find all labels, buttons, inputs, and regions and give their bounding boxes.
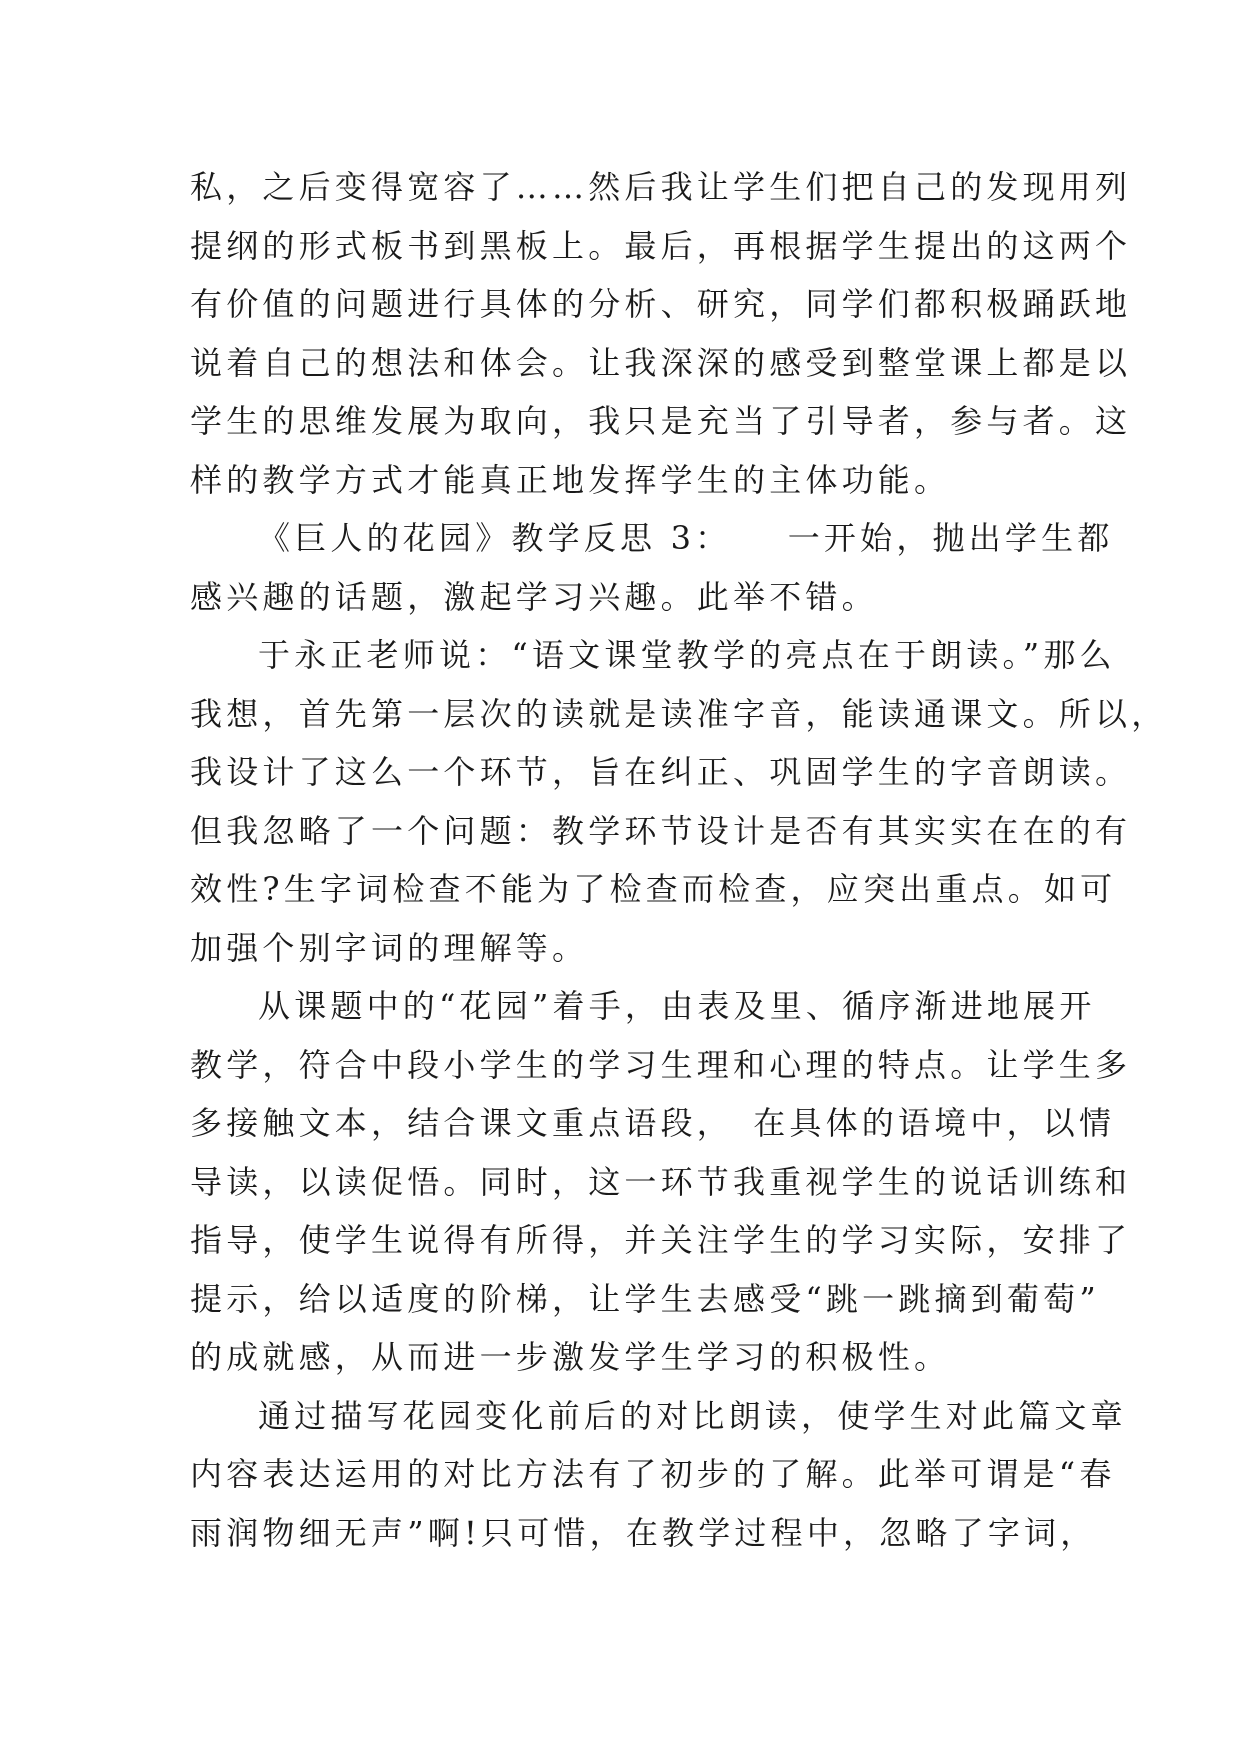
- text-line: 的成就感，从而进一步激发学生学习的积极性。: [190, 1338, 951, 1376]
- paragraph-start-line: 从课题中的“花园”着手，由表及里、循序渐进地展开: [258, 987, 1096, 1025]
- text-line: 内容表达运用的对比方法有了初步的了解。此举可谓是“春: [190, 1455, 1116, 1493]
- text-line: 效性?生字词检查不能为了检查而检查，应突出重点。如可: [190, 870, 1117, 908]
- paragraph-start-line: 《巨人的花园》教学反思 3： 一开始，抛出学生都: [258, 519, 1114, 557]
- text-line: 有价值的问题进行具体的分析、研究，同学们都积极踊跃地: [190, 285, 1132, 323]
- text-line: 提示，给以适度的阶梯，让学生去感受“跳一跳摘到葡萄”: [190, 1279, 1100, 1318]
- text-line: 导读，以读促悟。同时，这一环节我重视学生的说话训练和: [190, 1162, 1132, 1201]
- document-body: [190, 158, 1168, 1562]
- text-line: 说着自己的想法和体会。让我深深的感受到整堂课上都是以: [190, 343, 1132, 382]
- text-line: 雨润物细无声”啊!只可惜，在教学过程中，忽略了字词，: [190, 1513, 1097, 1552]
- text-line: 我设计了这么一个环节，旨在纠正、巩固学生的字音朗读。: [190, 753, 1132, 791]
- text-line: 学生的思维发展为取向，我只是充当了引导者，参与者。这: [190, 402, 1132, 440]
- paragraph-start-line: 于永正老师说：“语文课堂教学的亮点在于朗读。”那么: [258, 636, 1116, 674]
- paragraph-start-line: 通过描写花园变化前后的对比朗读，使学生对此篇文章: [258, 1396, 1127, 1435]
- text-line: 教学，符合中段小学生的学习生理和心理的特点。让学生多: [190, 1045, 1132, 1084]
- text-line: 我想，首先第一层次的读就是读准字音，能读通课文。所以，: [190, 694, 1168, 733]
- text-line: 指导，使学生说得有所得，并关注学生的学习实际，安排了: [190, 1221, 1132, 1259]
- text-line: 感兴趣的话题，激起学习兴趣。此举不错。: [190, 577, 878, 616]
- text-line: 样的教学方式才能真正地发挥学生的主体功能。: [190, 460, 951, 499]
- text-line: 加强个别字词的理解等。: [190, 928, 589, 967]
- text-line: 私，之后变得宽容了……然后我让学生们把自己的发现用列: [190, 168, 1132, 206]
- text-line: 提纲的形式板书到黑板上。最后，再根据学生提出的这两个: [190, 226, 1132, 265]
- text-line: 多接触文本，结合课文重点语段， 在具体的语境中，以情: [190, 1104, 1116, 1142]
- text-line: 但我忽略了一个问题：教学环节设计是否有其实实在在的有: [190, 811, 1132, 850]
